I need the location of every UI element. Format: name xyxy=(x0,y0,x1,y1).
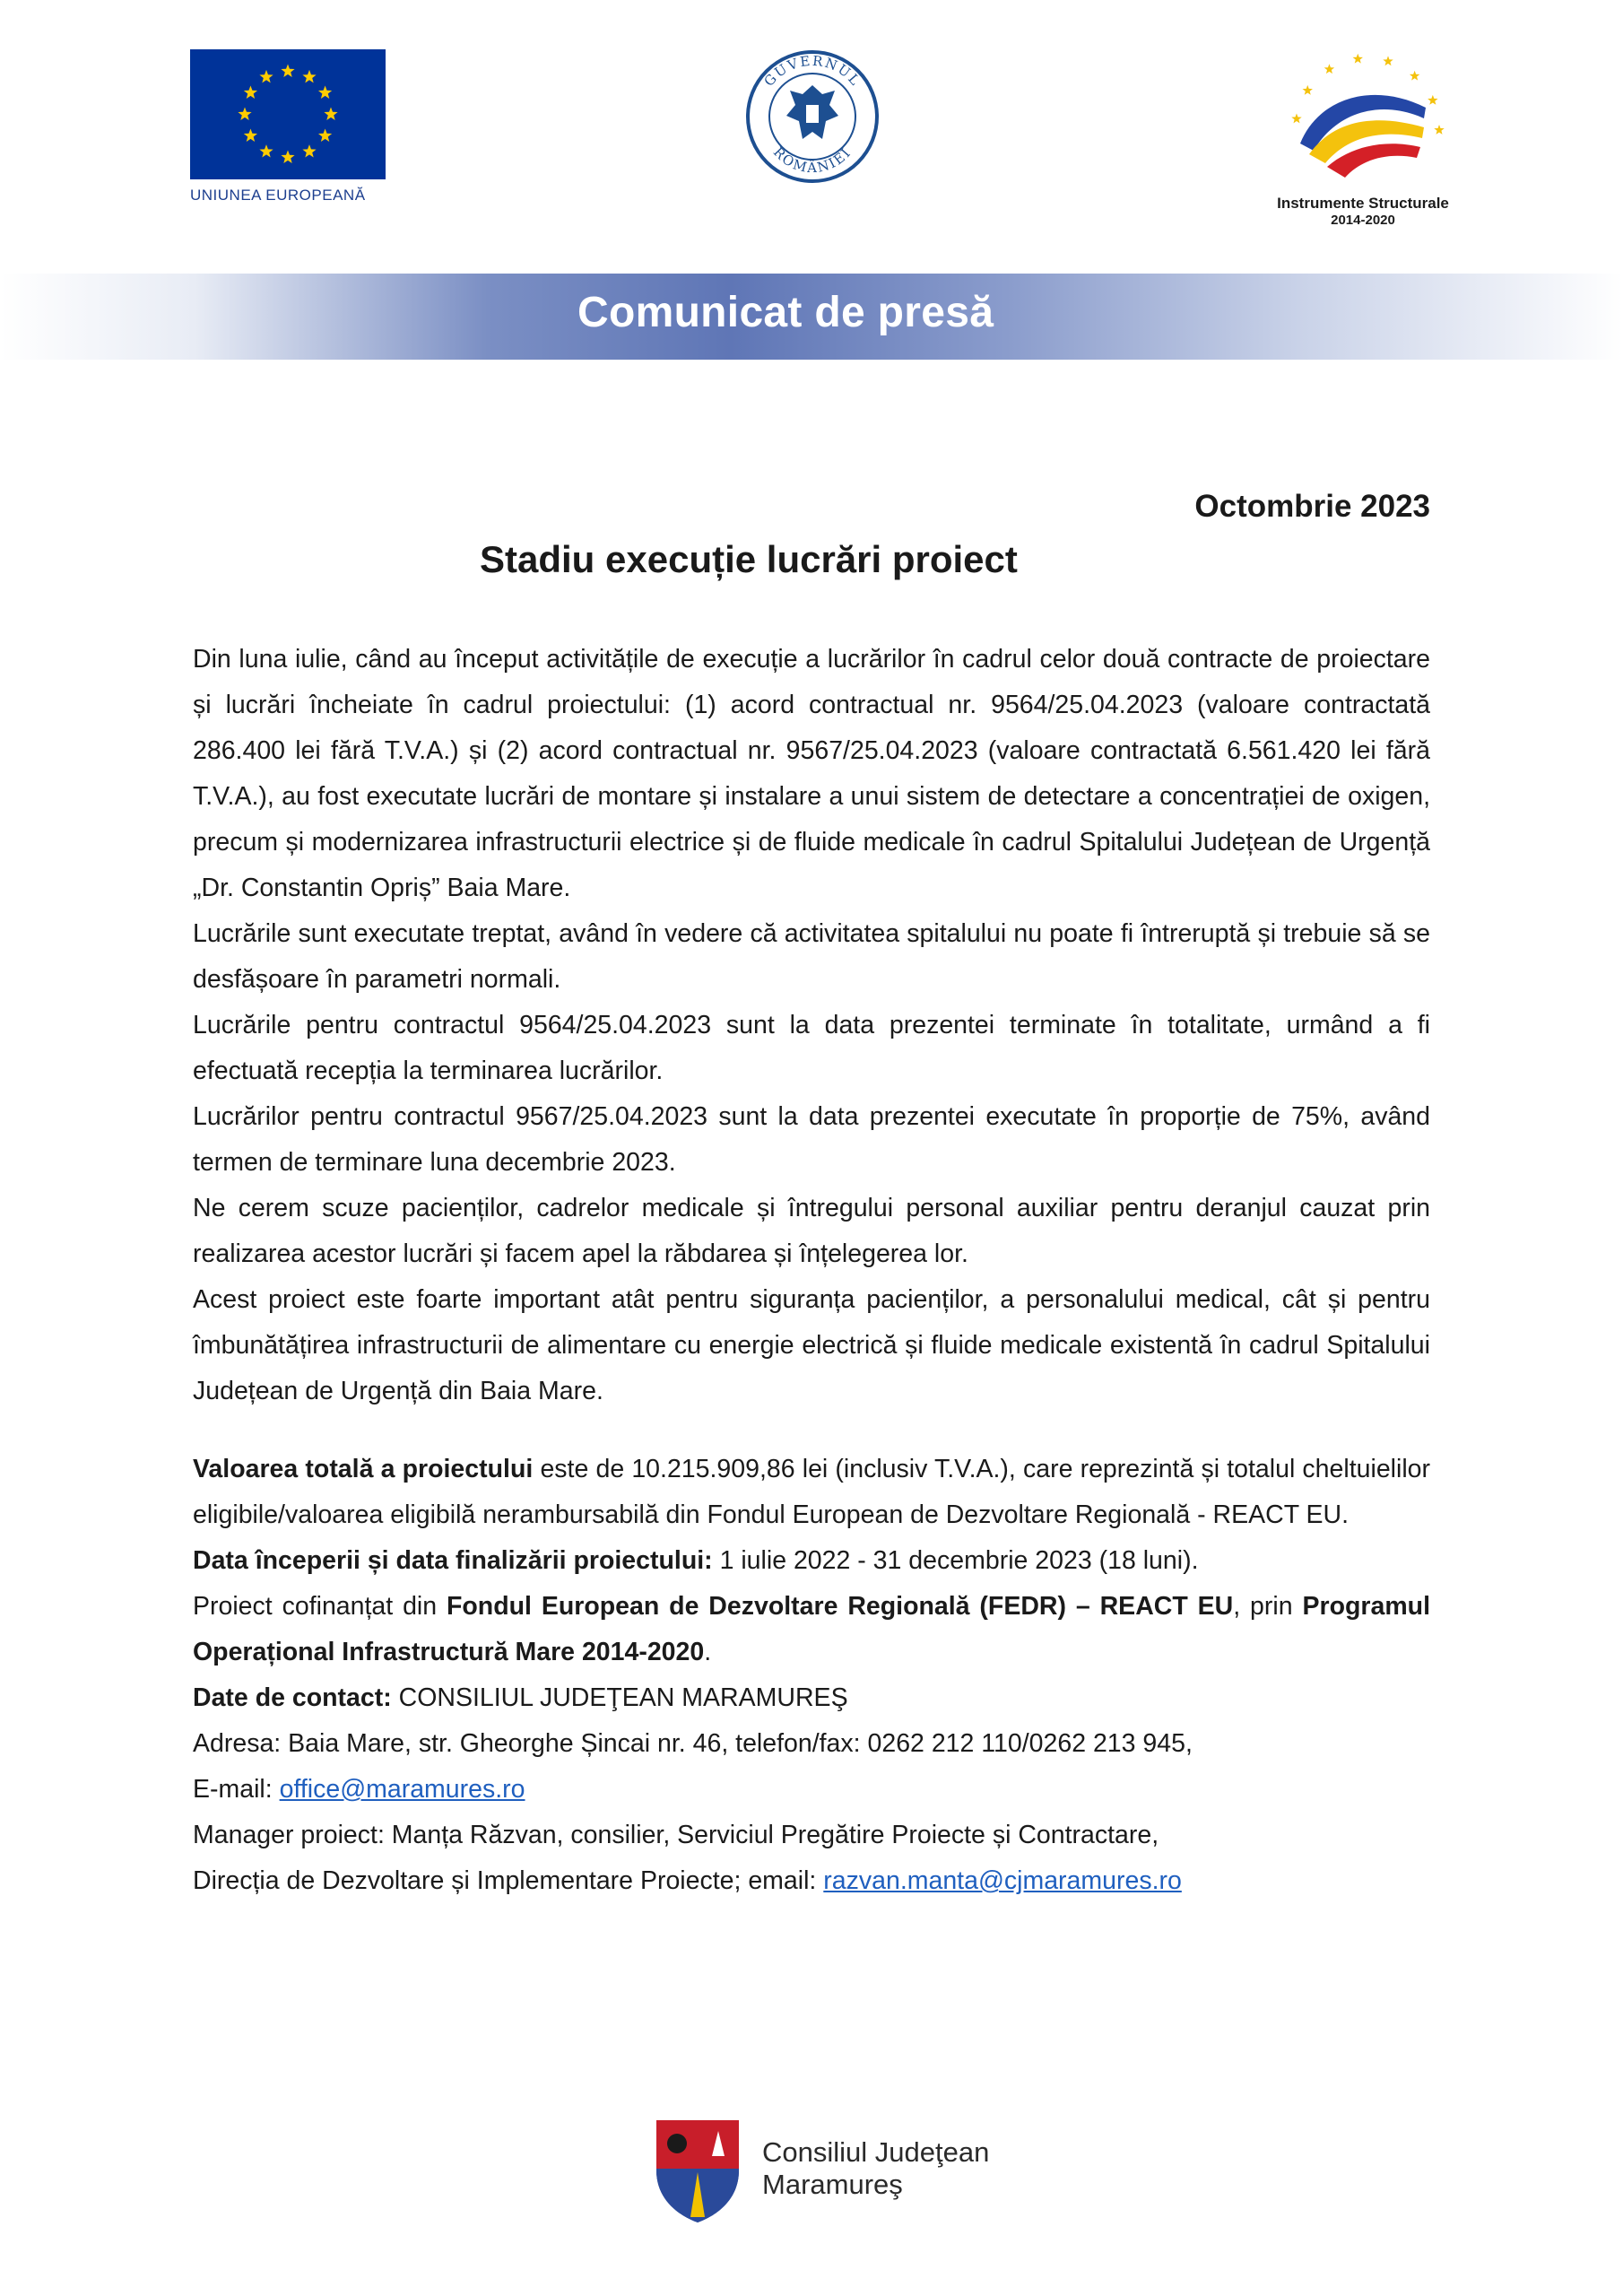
banner-title: Comunicat de presă xyxy=(577,289,994,336)
government-seal-icon xyxy=(745,49,880,184)
project-direction: Direcția de Dezvoltare și Implementare Proiecte; email: xyxy=(193,1866,824,1895)
is-star-icon xyxy=(1434,125,1444,135)
is-star-icon xyxy=(1324,64,1334,74)
is-star-icon xyxy=(1383,56,1393,65)
footer-line-1: Consiliul Judeţean xyxy=(762,2136,990,2168)
project-dates-label: Data începerii și data finalizării proiectului: xyxy=(193,1546,713,1575)
gov-seal-top-text: GUVERNUL xyxy=(760,52,864,90)
press-release-banner xyxy=(0,274,1623,360)
cofinancing-prefix: Proiect cofinanțat din xyxy=(193,1592,447,1621)
is-star-icon xyxy=(1353,54,1363,64)
paragraph-intro: Din luna iulie, când au început activitățile de execuție a lucrărilor în cadrul celor două contracte de proiectare și lucrări încheiate în cadrul proiectului: (1) acord contractual nr. 9564/25.04.2023 (valoare contractată 286.400 lei fără T.V.A.) și (2) acord contractual nr. 9567/25.04.2023 (valoare contractată 6.561.420 lei fără T.V.A.), au fost executate lucrări de montare și instalare a unui sistem de detectare a concentrației de oxigen, precum și modernizarea infrastructurii electrice și de fluide medicale în cadrul Spitalului Județean de Urgență „Dr. Constantin Opriș” Baia Mare. xyxy=(193,645,1430,902)
contact-email-label: E-mail: xyxy=(193,1775,280,1804)
eu-label: UNIUNEA EUROPEANĂ xyxy=(190,187,366,204)
cofinancing-mid: , prin xyxy=(1233,1592,1303,1621)
project-value-text: este de 10.215.909,86 lei (inclusiv T.V.A.), care reprezintă și totalul cheltuielilor eligibile/valoarea eligibilă nerambursabilă din Fondul European de Dezvoltare Regională - REACT EU. xyxy=(193,1455,1431,1529)
structural-instruments-years: 2014-2020 xyxy=(1331,213,1395,228)
document-title: Stadiu execuție lucrări proiect xyxy=(480,538,1018,580)
paragraph-contract-9567: Lucrărilor pentru contractul 9567/25.04.2023 sunt la data prezentei executate în proporție de 75%, având termen de terminare luna decembrie 2023. xyxy=(193,1102,1430,1177)
header-logos xyxy=(0,0,1623,260)
project-dates-text: 1 iulie 2022 - 31 decembrie 2023 (18 luni). xyxy=(712,1546,1199,1575)
cofinancing-fund: Fondul European de Dezvoltare Regională (FEDR) – REACT EU xyxy=(446,1592,1234,1621)
document-body xyxy=(193,637,1430,1904)
contact-email-line xyxy=(193,1767,1430,1813)
contact-address: Adresa: Baia Mare, str. Gheorghe Șincai nr. 46, telefon/fax: 0262 212 110/0262 213 945, xyxy=(193,1729,1193,1758)
is-star-icon xyxy=(1428,95,1437,105)
paragraph-importance: Acest proiect este foarte important atât pentru siguranța pacienților, a personalului medical, cât și pentru îmbunătățirea infrastructurii de alimentare cu energie electrică și fluide medicale existentă în cadrul Spitalului Județean de Urgență din Baia Mare. xyxy=(193,1285,1430,1405)
paragraph-contract-9564: Lucrările pentru contractul 9564/25.04.2023 sunt la data prezentei terminate în totalitate, urmând a fi efectuată recepția la terminarea lucrărilor. xyxy=(193,1011,1430,1085)
project-dates xyxy=(193,1538,1430,1584)
paragraph-apology: Ne cerem scuze pacienților, cadrelor medicale și întregului personal auxiliar pentru deranjul cauzat prin realizarea acestor lucrări și facem apel la răbdarea și înțelegerea lor. xyxy=(193,1194,1430,1268)
structural-instruments-label: Instrumente Structurale xyxy=(1277,195,1449,212)
project-manager: Manager proiect: Manța Răzvan, consilier, Serviciul Pregătire Proiecte și Contractare, xyxy=(193,1821,1159,1849)
contact-org: CONSILIUL JUDEŢEAN MARAMUREŞ xyxy=(391,1683,848,1712)
contact-label: Date de contact: xyxy=(193,1683,392,1712)
eu-logo xyxy=(190,49,386,204)
manager-email-link[interactable]: razvan.manta@cjmaramures.ro xyxy=(823,1866,1182,1895)
project-direction-line xyxy=(193,1858,1430,1904)
is-star-icon xyxy=(1291,113,1301,123)
contact-heading xyxy=(193,1675,1430,1721)
structural-instruments-icon xyxy=(1273,45,1453,188)
is-star-icon xyxy=(1410,71,1419,81)
office-email-link[interactable]: office@maramures.ro xyxy=(279,1775,525,1804)
footer-institution-name xyxy=(762,2136,989,2201)
structural-instruments-logo xyxy=(1251,45,1475,228)
release-date: Octombrie 2023 xyxy=(1194,489,1430,524)
project-value-label: Valoarea totală a proiectului xyxy=(193,1455,534,1483)
footer-line-2: Maramureş xyxy=(762,2169,903,2200)
project-cofinancing xyxy=(193,1584,1430,1675)
cofinancing-program: Programul Operațional Infrastructură Mare 2014-2020 xyxy=(193,1592,1430,1666)
is-star-icon xyxy=(1303,85,1313,95)
maramures-crest-icon xyxy=(653,2117,742,2224)
paragraph-works-progress: Lucrările sunt executate treptat, având în vedere că activitatea spitalului nu poate fi întreruptă și trebuie să se desfășoare în parametri normali. xyxy=(193,919,1430,994)
eu-flag-icon xyxy=(190,49,386,179)
cofinancing-end: . xyxy=(704,1638,712,1666)
gov-seal-bottom-text: ROMÂNIEI xyxy=(769,144,855,177)
project-value xyxy=(193,1447,1430,1538)
footer-logo xyxy=(653,2117,990,2224)
